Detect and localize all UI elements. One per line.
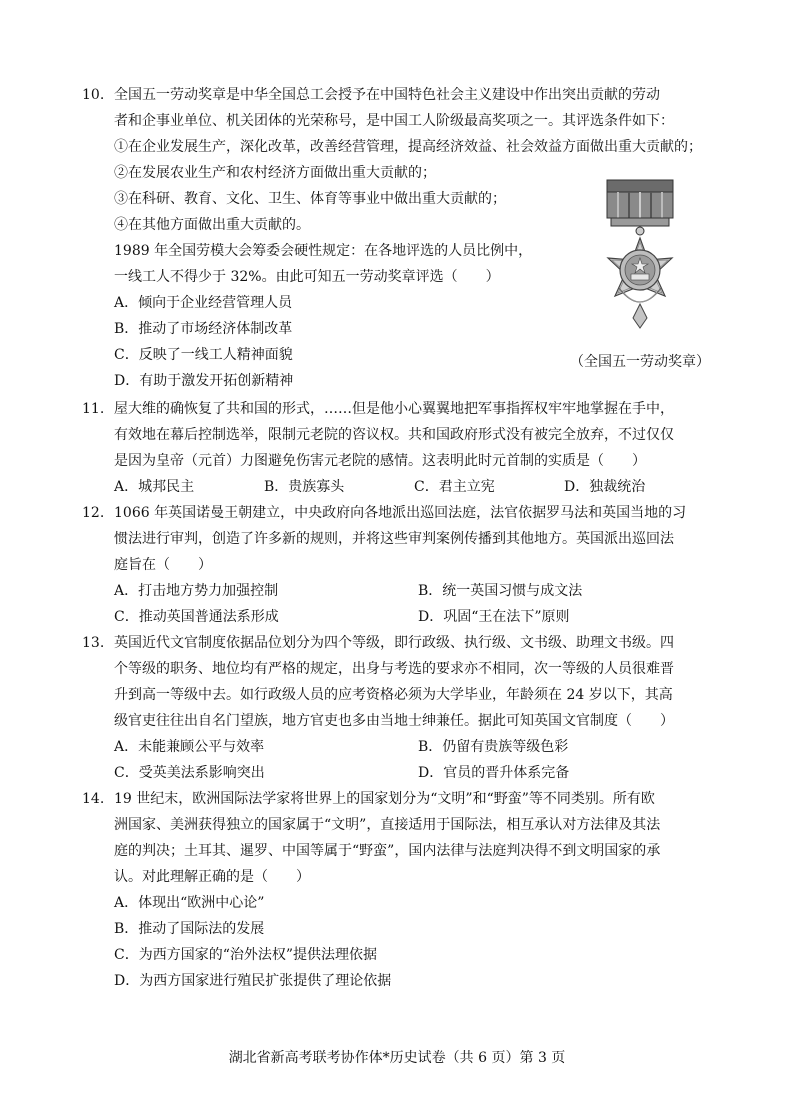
question-text-line: 庭旨在（ ）	[114, 557, 212, 573]
question-text-line: 屋大维的确恢复了共和国的形式，……但是他小心翼翼地把军事指挥权牢牢地掌握在手中，	[114, 401, 674, 417]
question-number: 11.	[82, 401, 105, 417]
medal-figure	[560, 178, 720, 372]
option-d[interactable]: D．有助于激发开拓创新精神	[114, 373, 294, 389]
question-text-line: ②在发展农业生产和农村经济方面做出重大贡献的；	[114, 165, 436, 181]
question-text-line: 1066 年英国诺曼王朝建立，中央政府向各地派出巡回法庭，法官依据罗马法和英国当地的习	[114, 505, 687, 521]
question-13	[82, 630, 722, 786]
question-14	[82, 786, 722, 994]
question-text-line: 级官吏往往出自名门望族，地方官吏也多由当地士绅兼任。据此可知英国文官制度（ ）	[114, 713, 674, 729]
option-a[interactable]: A．倾向于企业经营管理人员	[114, 295, 293, 311]
option-a[interactable]: A．未能兼顾公平与效率	[114, 739, 265, 755]
option-b[interactable]: B．仍留有贵族等级色彩	[418, 739, 569, 755]
option-a[interactable]: A．城邦民主	[114, 479, 195, 495]
options-row	[114, 734, 722, 760]
option-d[interactable]: D．独裁统治	[564, 479, 646, 495]
option-b[interactable]: B．统一英国习惯与成文法	[418, 583, 583, 599]
question-number: 13.	[82, 635, 105, 651]
option-d[interactable]: D．官员的晋升体系完备	[418, 765, 570, 781]
question-number: 14.	[82, 791, 105, 807]
question-text-line: 1989 年全国劳模大会筹委会硬性规定：在各地评选的人员比例中，	[114, 243, 533, 259]
options-row	[114, 604, 722, 630]
medal-caption: （全国五一劳动奖章）	[570, 354, 710, 370]
option-c[interactable]: C．君主立宪	[414, 479, 495, 495]
question-text-line: 全国五一劳动奖章是中华全国总工会授予在中国特色社会主义建设中作出突出贡献的劳动	[114, 87, 660, 103]
question-text-line: ④在其他方面做出重大贡献的。	[114, 217, 310, 233]
option-c[interactable]: C．受英美法系影响突出	[114, 765, 265, 781]
question-text-line: 个等级的职务、地位均有严格的规定，出身与考选的要求亦不相同，次一等级的人员很难晋	[114, 661, 674, 677]
question-12	[82, 500, 722, 630]
option-d[interactable]: D．为西方国家进行殖民扩张提供了理论依据	[114, 973, 392, 989]
question-text-line: 一线工人不得少于 32%。由此可知五一劳动奖章评选（ ）	[114, 269, 500, 285]
option-a[interactable]: A．打击地方势力加强控制	[114, 583, 279, 599]
question-text-line: 庭的判决；土耳其、暹罗、中国等属于“野蛮”，国内法律与法庭判决得不到文明国家的承	[114, 843, 661, 859]
question-number: 10.	[82, 87, 105, 103]
question-text-line: 者和企事业单位、机关团体的光荣称号，是中国工人阶级最高奖项之一。其评选条件如下：	[114, 113, 674, 129]
option-d[interactable]: D．巩固“王在法下”原则	[418, 609, 570, 625]
option-c[interactable]: C．反映了一线工人精神面貌	[114, 347, 293, 363]
page-footer: 湖北省新高考联考协作体*历史试卷（共 6 页）第 3 页	[228, 1050, 566, 1066]
question-text-line: ③在科研、教育、文化、卫生、体育等事业中做出重大贡献的；	[114, 191, 506, 207]
question-text-line: ①在企业发展生产，深化改革，改善经营管理，提高经济效益、社会效益方面做出重大贡献的；	[114, 139, 702, 155]
question-11	[82, 396, 722, 500]
labor-medal-image	[585, 178, 695, 340]
question-text-line: 英国近代文官制度依据品位划分为四个等级，即行政级、执行级、文书级、助理文书级。四	[114, 635, 674, 651]
option-b[interactable]: B．推动了国际法的发展	[114, 921, 265, 937]
options-row	[114, 760, 722, 786]
options-row	[114, 474, 722, 500]
question-text-line: 惯法进行审判，创造了许多新的规则，并将这些审判案例传播到其他地方。英国派出巡回法	[114, 531, 674, 547]
question-number: 12.	[82, 505, 105, 521]
question-text-line: 19 世纪末，欧洲国际法学家将世界上的国家划分为“文明”和“野蛮”等不同类别。所有欧	[114, 791, 655, 807]
options-row	[114, 578, 722, 604]
question-text-line: 认。对此理解正确的是（ ）	[114, 869, 310, 885]
question-text-line: 是因为皇帝（元首）力图避免伤害元老院的感情。这表明此时元首制的实质是（ ）	[114, 453, 646, 469]
option-a[interactable]: A．体现出“欧洲中心论”	[114, 895, 265, 911]
option-b[interactable]: B．贵族寡头	[264, 479, 345, 495]
question-text-line: 洲国家、美洲获得独立的国家属于“文明”，直接适用于国际法，相互承认对方法律及其法	[114, 817, 661, 833]
option-b[interactable]: B．推动了市场经济体制改革	[114, 321, 293, 337]
question-text-line: 有效地在幕后控制选举，限制元老院的咨议权。共和国政府形式没有被完全放弃，不过仅仅	[114, 427, 674, 443]
question-text-line: 升到高一等级中去。如行政级人员的应考资格必须为大学毕业，年龄须在 24 岁以下，其高	[114, 687, 673, 703]
option-c[interactable]: C．为西方国家的“治外法权”提供法理依据	[114, 947, 378, 963]
option-c[interactable]: C．推动英国普通法系形成	[114, 609, 279, 625]
